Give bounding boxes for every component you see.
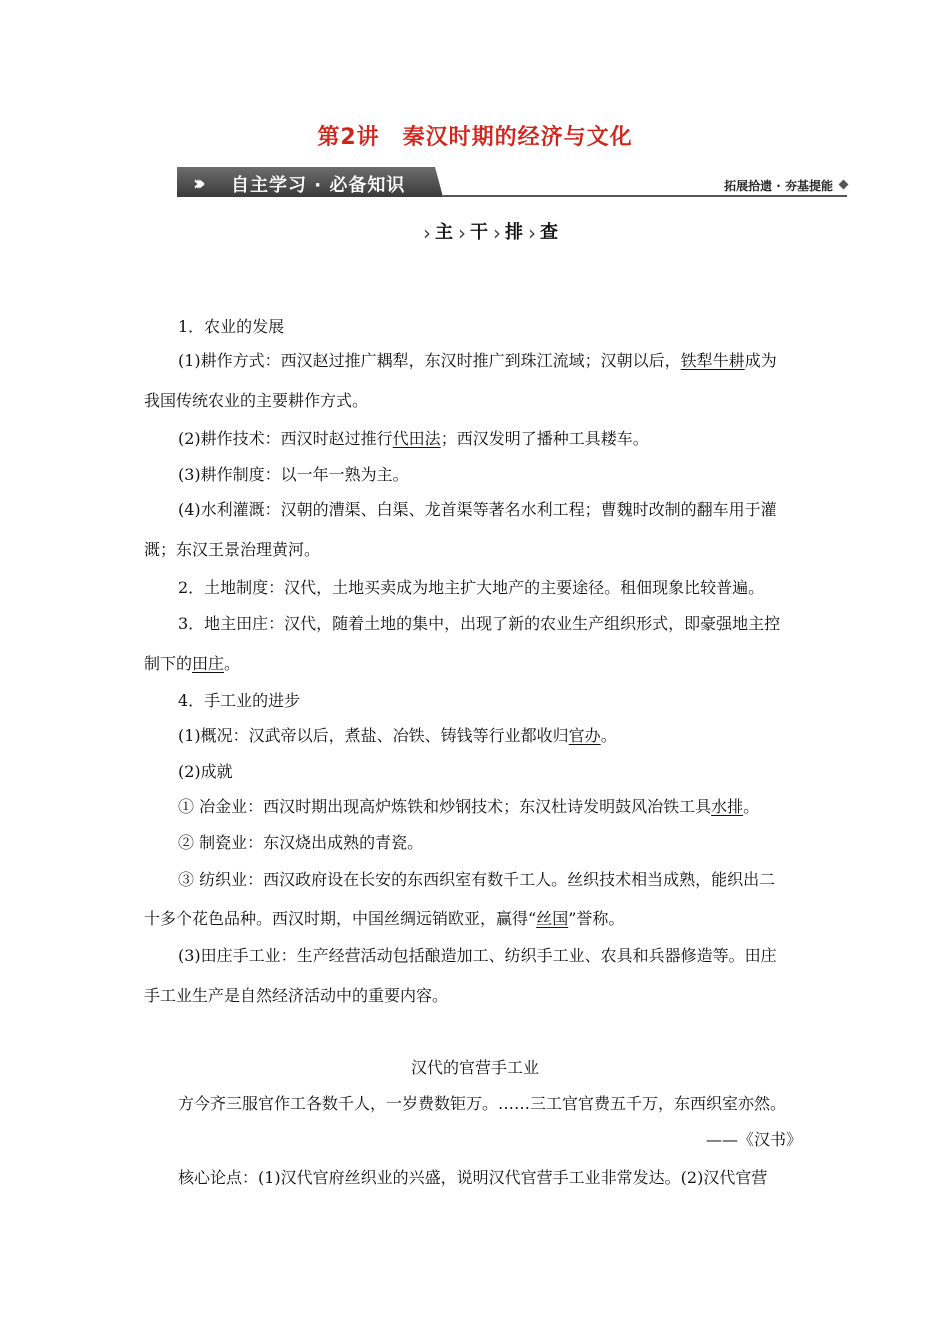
underlined-term: 水排 [711,797,744,816]
underlined-term: 代田法 [392,429,441,448]
extract-heading: 汉代的官营手工业 [410,1058,539,1077]
text: 制下的 [144,654,193,673]
underlined-term: 官办 [568,726,601,745]
text: (2)耕作技术：西汉时赵过推行 [178,429,393,448]
text: 我国传统农业的主要耕作方式。 [144,391,369,410]
paragraph [0,576,950,600]
paragraph [0,427,950,451]
main-check-badge [423,219,565,247]
paragraph [0,724,950,748]
double-chevron-icon: ››› [193,171,200,195]
lesson-title: 第2讲 秦汉时期的经济与文化 [317,125,633,150]
text: 十多个花色品种。西汉时期，中国丝绸远销欧亚，赢得“ [144,909,537,928]
text: 1．农业的发展 [178,317,285,336]
banner-left-label: 自主学习 · 必备知识 [231,175,406,196]
badge-char: 查 [540,222,558,243]
text: ”誉称。 [568,909,625,928]
chevron-icon: › [423,221,431,245]
badge-char: 干 [470,222,488,243]
banner-rule [443,195,847,197]
extract-core-point: 核心论点：(1)汉代官府丝织业的兴盛，说明汉代官营手工业非常发达。(2)汉代官营 [178,1168,768,1187]
chevron-icon: › [528,221,536,245]
underlined-term: 铁犁牛耕 [680,351,745,370]
text: (1)概况：汉武帝以后，煮盐、冶铁、铸钱等行业都收归 [178,726,569,745]
badge-char: 排 [505,222,523,243]
text: 。 [743,797,760,816]
paragraph [0,944,950,968]
paragraph [0,652,950,676]
paragraph [0,612,950,636]
paragraph [0,538,950,562]
text: 溉；东汉王景治理黄河。 [144,540,321,559]
paragraph [0,907,950,931]
banner-right-label: 拓展拾遗 · 夯基提能 [724,179,833,193]
text: ② 制瓷业：东汉烧出成熟的青瓷。 [178,833,424,852]
extract-source: ——《汉书》 [705,1130,802,1149]
chevron-icon: › [458,221,466,245]
text: ；西汉发明了播种工具耧车。 [440,429,649,448]
paragraph [0,795,950,819]
text: 。 [224,654,241,673]
paragraph [0,349,950,373]
text: (1)耕作方式：西汉赵过推广耦犁，东汉时推广到珠江流域；汉朝以后， [178,351,681,370]
text: (2)成就 [178,762,233,781]
paragraph [0,760,950,784]
text: 2．土地制度：汉代，土地买卖成为地主扩大地产的主要途径。租佃现象比较普遍。 [178,578,765,597]
paragraph [0,463,950,487]
underlined-term: 田庄 [192,654,225,673]
diamond-icon [839,180,849,190]
text: ① 冶金业：西汉时期出现高炉炼铁和炒钢技术；东汉杜诗发明鼓风冶铁工具 [178,797,712,816]
paragraph [0,498,950,522]
text: (3)田庄手工业：生产经营活动包括酿造加工、纺织手工业、农具和兵器修造等。田庄 [178,946,777,965]
paragraph [0,984,950,1008]
chevron-icon: › [493,221,501,245]
badge-char: 主 [435,222,453,243]
paragraph [0,389,950,413]
text: ③ 纺织业：西汉政府设在长安的东西织室有数千工人。丝织技术相当成熟，能织出二 [178,870,776,889]
section-banner [177,167,847,201]
extract-quote: 方今齐三服官作工各数千人，一岁费数钜万。……三工官官费五千万，东西织室亦然。 [178,1094,787,1113]
paragraph [0,315,950,339]
text: 手工业生产是自然经济活动中的重要内容。 [144,986,449,1005]
paragraph [0,831,950,855]
text: 。 [600,726,617,745]
text: (3)耕作制度：以一年一熟为主。 [178,465,409,484]
paragraph [0,868,950,892]
text: 4．手工业的进步 [178,691,301,710]
text: 3．地主田庄：汉代，随着土地的集中，出现了新的农业生产组织形式，即豪强地主控 [178,614,781,633]
paragraph [0,689,950,713]
text: 成为 [744,351,777,370]
text: (4)水利灌溉：汉朝的漕渠、白渠、龙首渠等著名水利工程；曹魏时改制的翻车用于灌 [178,500,777,519]
underlined-term: 丝国 [536,909,569,928]
